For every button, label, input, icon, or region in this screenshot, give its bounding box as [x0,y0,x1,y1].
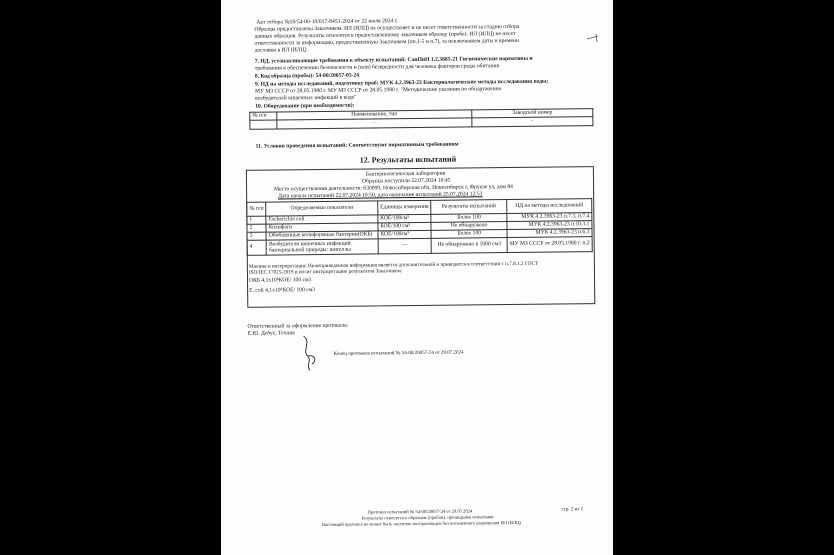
row-method: МУК 4.2.3963-23 п.6.3 [507,229,592,238]
sampling-act-line: Акт отбора №10/54-00-10/017-8453-2024 от 22 июля 2024 г. [256,18,398,26]
row-method: МУ МЗ СССР от 28.05.1980 г. п.2 [507,237,592,253]
footer-line: Результаты относятся к образцам (пробам), прошедшим испытания [361,514,494,521]
scanned-content [221,0,613,555]
table-row [247,237,592,256]
row-result: Не обнаружено [431,222,507,231]
results-table [246,198,593,256]
footer-line: Протокол испытаний № 54-00/20057-24 от 29.07.2024 [367,508,473,515]
samples-received: Образцы поступили 22.07.2024 10:45 [361,177,451,185]
section-8: 8. Код образца (пробы): 54-00/20057-05-24 [254,72,360,80]
row-method: МУК 4.2.3963-23 п.10.3.1 [507,221,592,230]
header-text-line: Образцы предоставлены Заказчиком. ИЛ (ИЛЦ) не осуществляет и не несет ответственности за стадию отбора [254,23,520,33]
test-dates: Дата начала испытаний 22.07.2024 10:50, дата окончания испытаний 25.07.2024 12:53 [278,191,483,200]
opinion-ecoli: E. coli 4,1x10⁸КОЕ/ 100 см3 [249,287,316,294]
section-7-line: требования к обеспечению безопасности и (или) безвредности для человека факторов среды обитания [254,63,500,72]
header-text-line: ответственности за информацию, предоставленную Заказчиком (пп.1-5 и п.7), за исключением даты и времени [254,37,519,47]
row-method: МУК 4.2.3963-23 п.7.3, п.7.4 [507,213,592,222]
equipment-table [249,108,593,130]
signature-icon [298,334,324,372]
row-units: --- [378,238,432,254]
row-no: 3 [247,232,266,240]
page-number: стр. 2 из 2 [561,507,584,513]
row-no: 4 [247,240,266,255]
pen-mark-icon [586,33,600,43]
col-no: № п/п [247,202,266,216]
equip-col-no: № п/п [250,112,277,120]
responsible-label: Ответственный за оформление протокола: [247,322,349,330]
opinion-line: Мнения и интерпретации: Нижеприведенная информация является дополнительной и приводится в соответствии с п.7.8.1.2 ГОСТ [248,260,539,270]
col-parameter: Определяемые показатели [266,201,378,216]
col-method: НД на методы исследований [507,199,592,214]
col-units: Единицы измерения [378,200,432,215]
row-units: БОЕ/100 см³ [378,222,431,231]
row-param: Обобщенные колиформные бактерии(ОКБ) [266,231,378,240]
section-9-line: возбудителей кишечных инфекций в воде" [255,94,357,102]
row-result: Более 100 [431,214,507,223]
row-units: КОЕ/100см³ [378,230,431,239]
row-no: 2 [247,224,266,232]
equip-cell: - [277,118,472,129]
opinion-line: ISO/IEC 17025-2019 и носит интерпретацию результатов Заказчиком: [248,268,403,276]
footer-line: Настоящий протокол не может быть частично воспроизведен без письменного разрешения ИЛ (ИЛЦ) [321,519,521,528]
section-12-title: 12. Результаты испытаний [359,154,457,165]
equip-col-name: Наименование, тип [277,110,472,120]
row-param: Колифаги [266,223,378,232]
header-text-line: данных образцов. Результаты относятся к предоставленному заказчиком образцу (пробе). ИЛ (ИЛЦ) не несет [254,30,516,40]
row-param: Escherichia coli [266,215,378,224]
opinion-okb: ОКБ 4,1x10⁸КОЕ/ 100 см3 [248,277,312,284]
row-no: 1 [247,216,266,224]
equip-col-serial: Заводской номер [472,109,593,118]
section-7-line: 7. НД, устанавливающие требования к объекту испытаний: СанПиН 1.2.3685-21 Гигиенические нормативы и [254,55,533,65]
lab-name: Бактериологическая лаборатория [365,170,446,178]
section-9-line: 9. НД на методы исследований, подготовку проб: МУК 4.2.3963-23 Бактериологические методы исследования воды; [254,78,549,88]
section-11: 11. Условия проведения испытаний: Соответствуют нормативным требованиям [255,141,459,150]
row-units: КОЕ/100см³ [378,214,431,223]
lab-address: Место осуществления деятельности: 630099, Новосибирская обл, Новосибирск г, Фрунзе ул, дом 84 [274,183,513,193]
document-page [221,0,613,555]
row-param: Возбудители кишечных инфекций бактериальной природы: шигеллы [266,239,378,255]
section-9-line: МУ МЗ СССР от 28.05.1980 г. МУ МЗ СССР от 28.05.1980 г. "Методические указания по обнаружению [255,86,502,95]
row-result: Не обнаружено в 1000 см3 [431,238,507,254]
equip-cell: - [472,117,593,127]
end-of-protocol: Конец протокола испытаний № 54-00/20057-24 от 29.07.2024 [333,350,464,357]
row-result: Более 100 [431,230,507,239]
col-result: Результаты испытаний [431,200,507,215]
responsible-name: Е.Ю. Дебус, Техник [247,330,296,337]
section-10: 10. Оборудование (при необходимости): [255,102,355,110]
header-text-line: доставки в ИЛ (ИЛЦ). [254,47,308,54]
